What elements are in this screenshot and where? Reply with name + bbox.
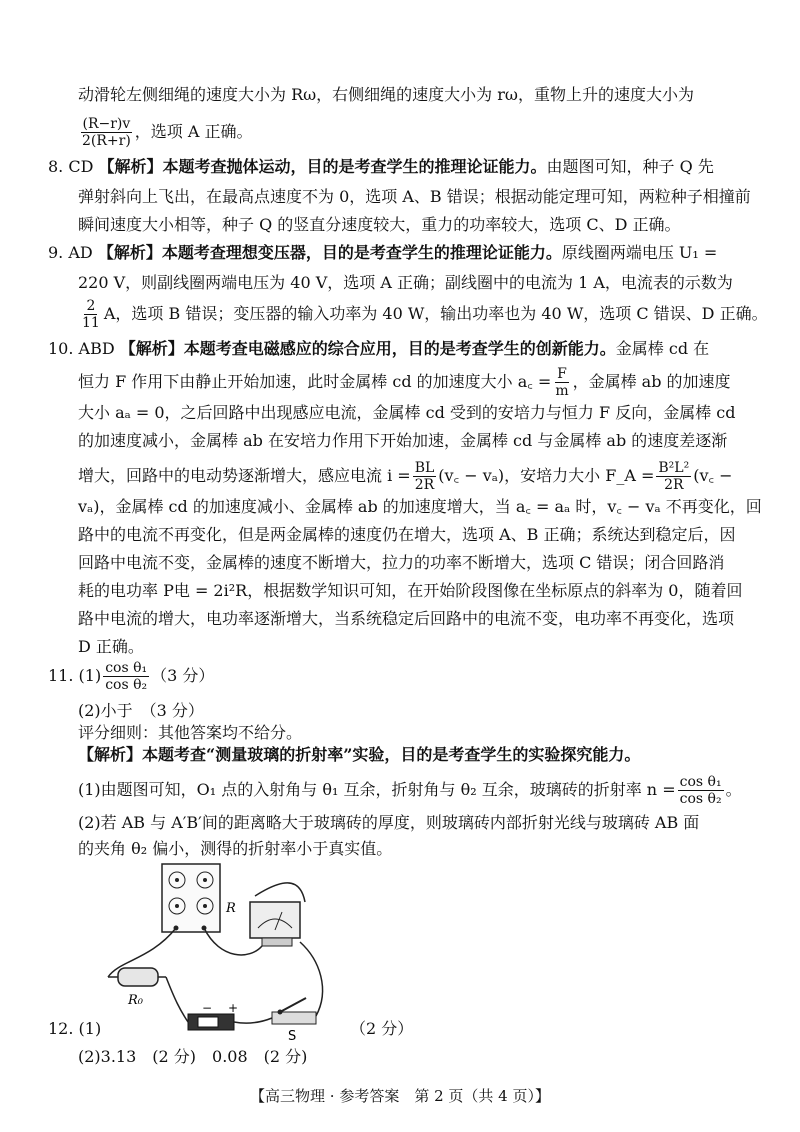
q10-line-9: 耗的电功率 P电 = 2i²R，根据数学知识可知，在开始阶段图像在坐标原点的斜率为 0，随着回	[78, 581, 743, 600]
q10-fraction-fm: $\frac{F}{m}$	[555, 366, 569, 399]
q10-line-8: 回路中电流不变，金属棒的速度不断增大，拉力的功率不断增大，选项 C 错误；闭合回路消	[78, 553, 725, 572]
q10-line-7: 路中的电流不再变化，但是两金属棒的速度仍在增大，选项 A、B 正确；系统达到稳定后，因	[78, 525, 736, 544]
page-footer: 【高三物理 · 参考答案 第 2 页（共 4 页）】	[250, 1087, 550, 1105]
q9-line-1: 9. AD 【解析】本题考查理想变压器，目的是考查学生的推理论证能力。原线圈两端电压 U₁ =	[48, 243, 718, 262]
q11-line-1: 11. (1) $\frac{\text{cos θ₁}}{\text{cos θ₂}}$ （3 分）	[48, 660, 215, 693]
voltmeter	[250, 902, 300, 946]
q11-line-2: (2)小于 （3 分）	[78, 701, 204, 720]
q11-fraction-n: $\frac{\text{cos θ₁}}{\text{cos θ₂}}$	[679, 774, 722, 807]
q10-line-5: 增大，回路中的电动势逐渐增大，感应电流 i = $\frac{BL}{2R}$ (v꜀ − vₐ)，安培力大小 F_A = $\frac{\text{B²L²}}{2R}$ (v꜀ −	[78, 460, 733, 493]
q9-line-3: $\frac{2}{11}$ A，选项 B 错误；变压器的输入功率为 40 W，输出功率也为 40 W，选项 C 错误、D 正确。	[82, 298, 768, 331]
q7-fraction: $\frac{(R-r)v}{2(R+r)}$	[82, 116, 131, 149]
q10-fraction-b2l2: $\frac{\text{B²L²}}{2R}$	[658, 460, 690, 493]
label-r0: R₀	[128, 993, 143, 1008]
q9-fraction: $\frac{2}{11}$	[82, 298, 100, 331]
q11-line-6: (2)若 AB 与 A′B′间的距离略大于玻璃砖的厚度，则玻璃砖内部折射光线与玻璃砖 AB 面	[78, 813, 700, 832]
q8-analysis-tag: 【解析】本题考查抛体运动，目的是考查学生的推理论证能力。	[98, 157, 547, 176]
q12-line-1	[48, 1018, 101, 1040]
q9-number: 9. AD	[48, 243, 93, 262]
q7-line-2: $\frac{(R-r)v}{2(R+r)}$ ，选项 A 正确。	[82, 116, 253, 149]
q11-line-7: 的夹角 θ₂ 偏小，测得的折射率小于真实值。	[78, 839, 393, 858]
battery	[188, 1014, 234, 1030]
q10-fraction-bl: $\frac{BL}{2R}$	[414, 460, 435, 493]
q11-line-5: (1)由题图可知，O₁ 点的入射角与 θ₁ 互余，折射角与 θ₂ 互余，玻璃砖的折射率 n = $\frac{\text{cos θ₁}}{\text{cos θ₂}}$ 。	[78, 774, 742, 807]
q10-line-2: 恒力 F 作用下由静止开始加速，此时金属棒 cd 的加速度大小 a꜀ = $\frac{F}{m}$ ，金属棒 ab 的加速度	[78, 366, 731, 399]
q8-line-3: 瞬间速度大小相等，种子 Q 的竖直分速度较大，重力的功率较大，选项 C、D 正确。	[78, 215, 681, 234]
q10-line-10: 路中电流的增大，电功率逐渐增大，当系统稳定后回路中的电流不变，电功率不再变化，选项	[78, 609, 735, 628]
q11-line-3: 评分细则：其他答案均不给分。	[78, 723, 303, 742]
q7-line-1: 动滑轮左侧细绳的速度大小为 Rω，右侧细绳的速度大小为 rω，重物上升的速度大小为	[78, 85, 694, 104]
switch	[272, 998, 316, 1024]
q9-line-2: 220 V，则副线圈两端电压为 40 V，选项 A 正确；副线圈中的电流为 1 A，电流表的示数为	[78, 273, 733, 292]
q12-line-2: (2)3.13 (2 分) 0.08 (2 分)	[78, 1047, 308, 1066]
q10-line-1: 10. ABD 【解析】本题考查电磁感应的综合应用，目的是考查学生的创新能力。金属棒 cd 在	[48, 339, 710, 358]
label-s: S	[288, 1029, 297, 1044]
resistor-r0	[108, 968, 166, 986]
q9-analysis-tag: 【解析】本题考查理想变压器，目的是考查学生的推理论证能力。	[97, 243, 562, 262]
q10-line-3: 大小 aₐ = 0，之后回路中出现感应电流，金属棒 cd 受到的安培力与恒力 F 反向，金属棒 cd	[78, 403, 736, 422]
label-r: R	[226, 901, 236, 916]
q10-number: 10. ABD	[48, 339, 115, 358]
q11-fraction: $\frac{\text{cos θ₁}}{\text{cos θ₂}}$	[105, 660, 148, 693]
q8-line-2: 弹射斜向上飞出，在最高点速度不为 0，选项 A、B 错误；根据动能定理可知，两粒种子相撞前	[78, 187, 751, 206]
q12-score-1: （2 分）	[350, 1019, 414, 1038]
resistance-box	[162, 864, 220, 932]
label-plus: +	[228, 1001, 239, 1015]
q12-number: 12. (1)	[48, 1019, 102, 1038]
q11-number: 11. (1)	[48, 666, 102, 685]
q10-line-11: D 正确。	[78, 637, 144, 656]
q10-line-6: vₐ)，金属棒 cd 的加速度减小、金属棒 ab 的加速度增大，当 a꜀ = aₐ 时，v꜀ − vₐ 不再变化，回	[78, 497, 762, 516]
q8-number: 8. CD	[48, 157, 94, 176]
q10-line-4: 的加速度减小，金属棒 ab 在安培力作用下开始加速，金属棒 cd 与金属棒 ab 的速度差逐渐	[78, 431, 728, 450]
q11-analysis-tag: 【解析】本题考查“测量玻璃的折射率”实验，目的是考查学生的实验探究能力。	[78, 745, 641, 764]
q8-line-1: 8. CD 【解析】本题考查抛体运动，目的是考查学生的推理论证能力。由题图可知，种子 Q 先	[48, 157, 714, 176]
q10-analysis-tag: 【解析】本题考查电磁感应的综合应用，目的是考查学生的创新能力。	[119, 339, 616, 358]
label-minus: −	[202, 1001, 213, 1015]
